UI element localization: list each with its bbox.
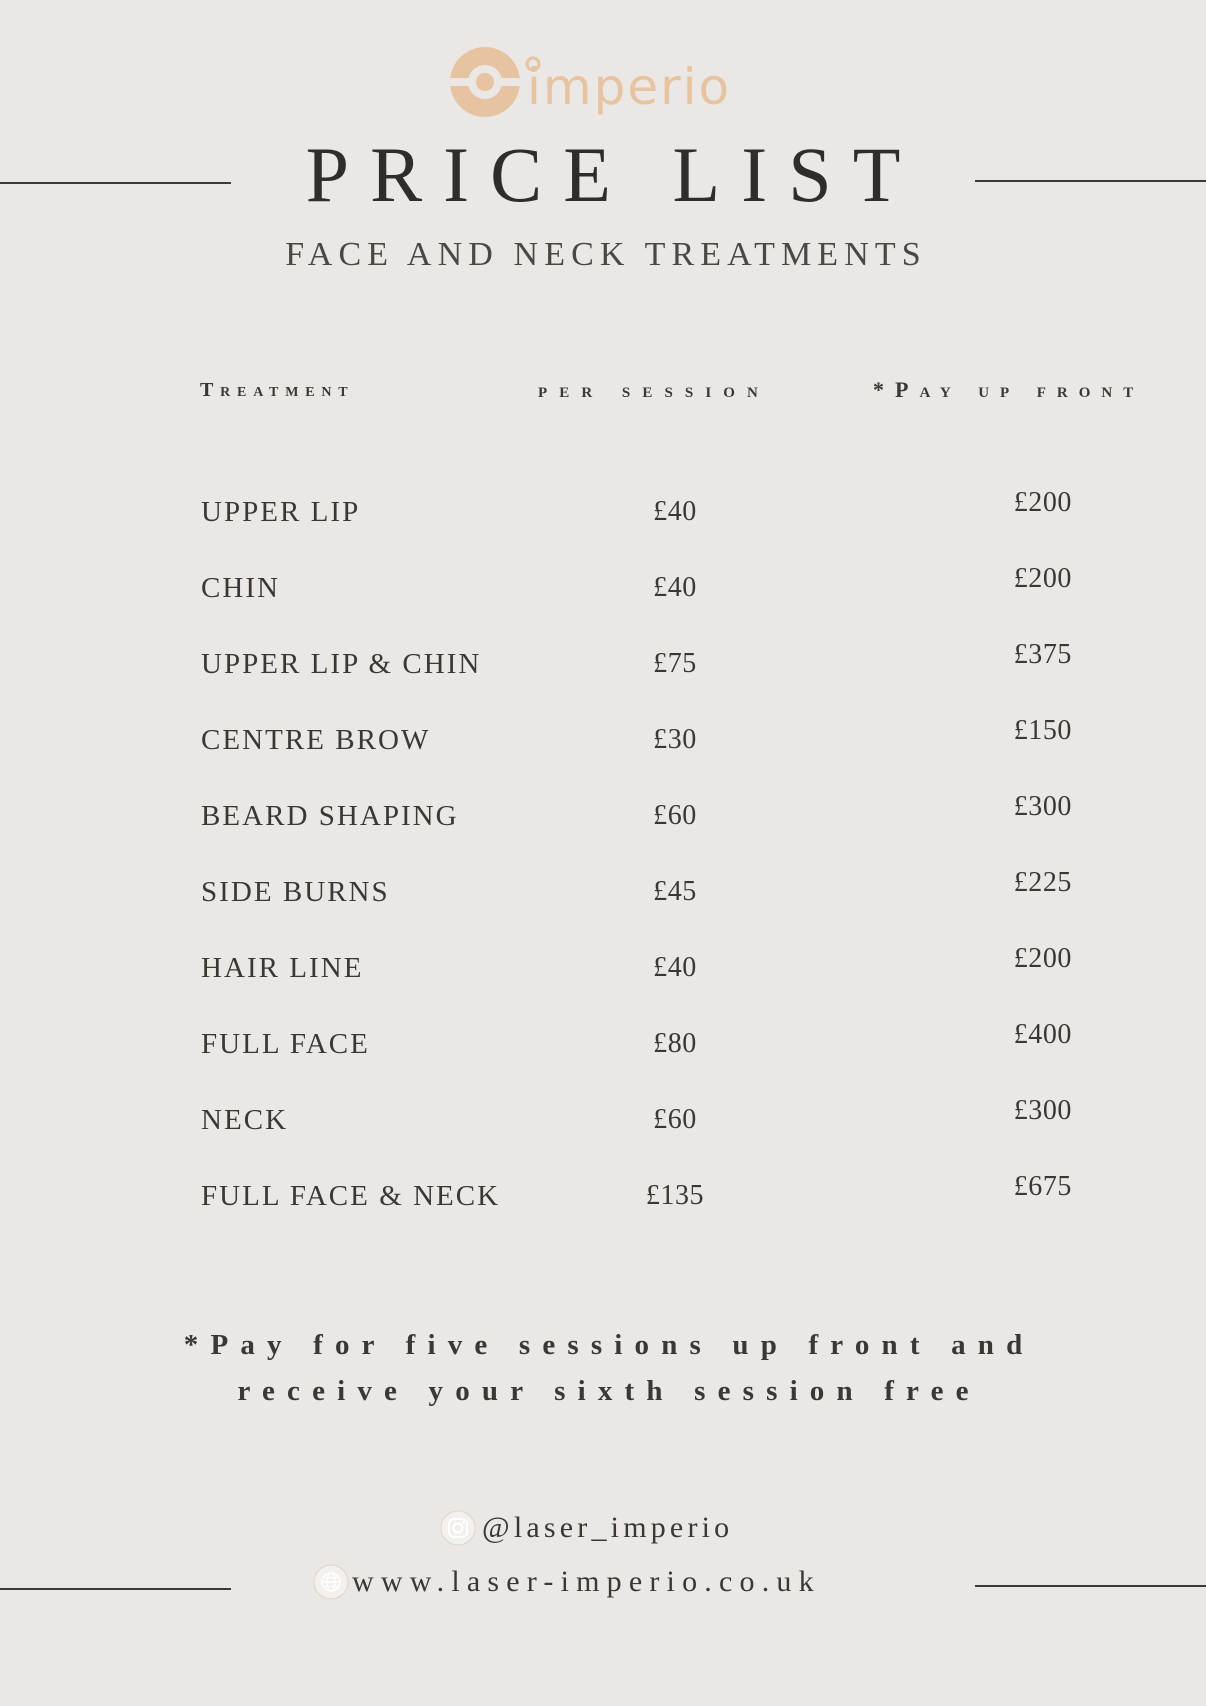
- table-row: [0, 791, 1206, 836]
- page-subtitle: FACE AND NECK TREATMENTS: [285, 236, 927, 273]
- price-up-front: £200: [1013, 943, 1072, 974]
- table-row: [0, 563, 1206, 608]
- price-per-session: £45: [653, 876, 697, 907]
- treatment-name: NECK: [201, 1104, 289, 1136]
- globe-icon: [313, 1564, 349, 1600]
- price-up-front: £200: [1013, 563, 1072, 594]
- instagram-icon: [440, 1510, 476, 1546]
- price-up-front: £300: [1013, 1095, 1072, 1126]
- treatment-name: CHIN: [201, 572, 281, 604]
- table-row: [0, 1019, 1206, 1064]
- price-per-session: £80: [653, 1028, 697, 1059]
- treatment-name: FULL FACE: [201, 1028, 370, 1060]
- table-row: [0, 1171, 1206, 1216]
- table-row: [0, 943, 1206, 988]
- offer-note-line-1: *Pay for five sessions up front and: [183, 1329, 1035, 1361]
- table-row: [0, 1095, 1206, 1140]
- price-up-front: £675: [1013, 1171, 1072, 1202]
- table-row: [0, 867, 1206, 912]
- price-up-front: £400: [1013, 1019, 1072, 1050]
- treatment-name: CENTRE BROW: [201, 724, 431, 756]
- treatment-name: SIDE BURNS: [201, 876, 390, 908]
- price-per-session: £40: [653, 572, 697, 603]
- decorative-rule-bottom-left: [0, 1588, 231, 1590]
- price-per-session: £40: [653, 496, 697, 527]
- treatment-name: UPPER LIP: [201, 496, 361, 528]
- price-per-session: £60: [653, 800, 697, 831]
- price-per-session: £40: [653, 952, 697, 983]
- table-row: [0, 639, 1206, 684]
- treatment-name: HAIR LINE: [201, 952, 364, 984]
- table-row: [0, 715, 1206, 760]
- page-title: PRICE LIST: [305, 131, 922, 218]
- price-per-session: £75: [653, 648, 697, 679]
- imperio-logo-icon: [445, 42, 765, 122]
- column-header-pay-up-front: *Pay up front: [873, 377, 1145, 402]
- price-up-front: £225: [1013, 867, 1072, 898]
- column-header-per-session: per session: [538, 377, 770, 402]
- price-up-front: £200: [1013, 487, 1072, 518]
- price-up-front: £300: [1013, 791, 1072, 822]
- treatment-name: FULL FACE & NECK: [201, 1180, 501, 1212]
- svg-text:imperio: imperio: [527, 58, 732, 116]
- column-header-treatment: Treatment: [200, 379, 355, 401]
- decorative-rule-bottom-right: [975, 1585, 1206, 1587]
- price-per-session: £135: [645, 1180, 705, 1211]
- table-header: [0, 375, 1206, 405]
- price-per-session: £30: [653, 724, 697, 755]
- table-row: [0, 487, 1206, 532]
- treatment-name: UPPER LIP & CHIN: [201, 648, 482, 680]
- instagram-handle[interactable]: @laser_imperio: [482, 1511, 734, 1544]
- offer-note: [0, 1322, 1206, 1414]
- price-up-front: £375: [1013, 639, 1072, 670]
- offer-note-line-2: receive your sixth session free: [237, 1375, 981, 1407]
- website-url[interactable]: www.laser-imperio.co.uk: [352, 1565, 821, 1598]
- treatment-name: BEARD SHAPING: [201, 800, 459, 832]
- price-per-session: £60: [653, 1104, 697, 1135]
- brand-logo: [445, 42, 765, 122]
- price-up-front: £150: [1013, 715, 1072, 746]
